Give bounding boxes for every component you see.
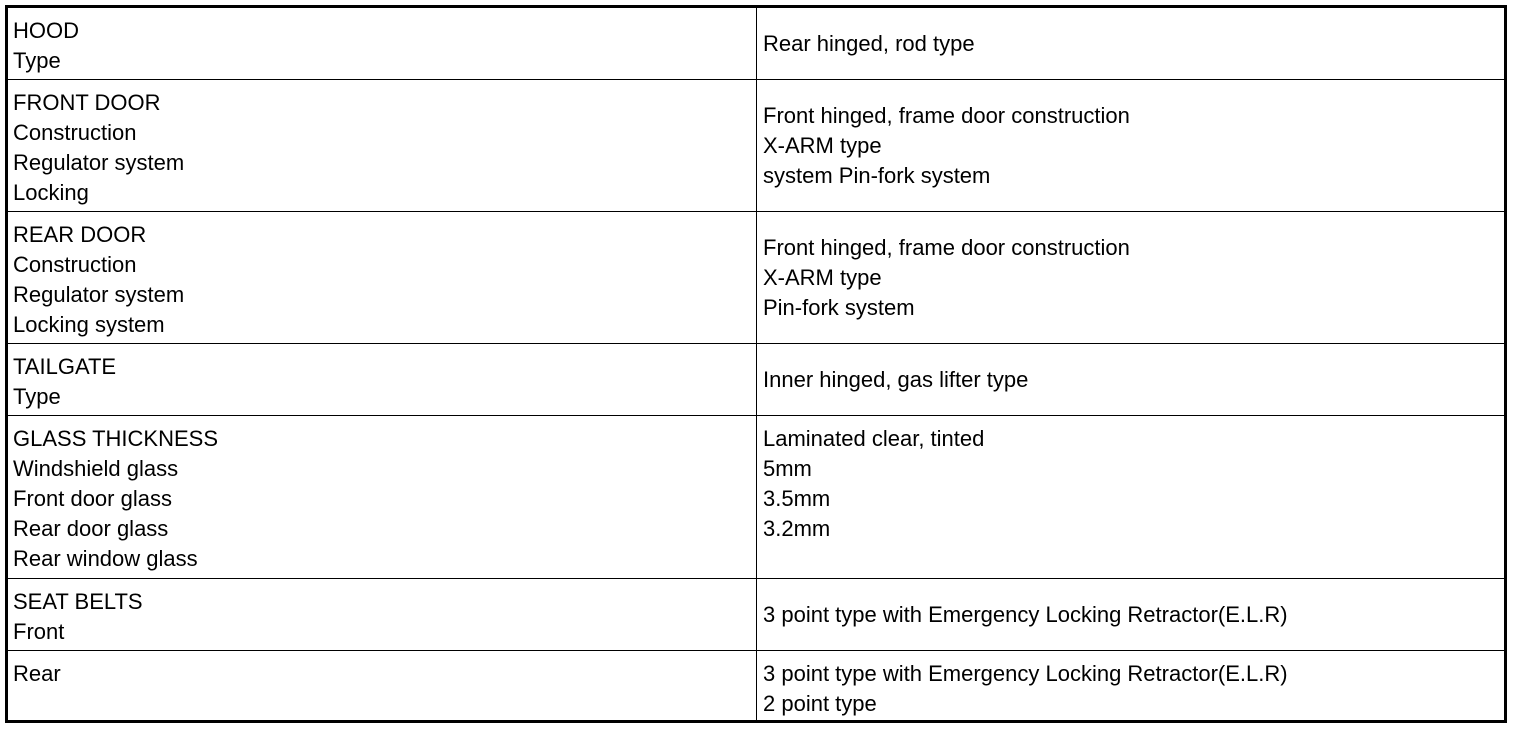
row-value: 3.5mm bbox=[763, 486, 831, 511]
section-heading: TAILGATE bbox=[13, 354, 117, 379]
row-label: Type bbox=[13, 384, 61, 409]
row-value-cell bbox=[757, 416, 1504, 578]
row-value: 5mm bbox=[763, 456, 812, 481]
row-label: Construction bbox=[13, 120, 137, 145]
row-label: Regulator system bbox=[13, 282, 185, 307]
row-label: Front bbox=[13, 619, 65, 644]
table-row-front-door bbox=[8, 80, 1504, 212]
row-label: Locking system bbox=[13, 312, 165, 337]
row-value-cell bbox=[757, 651, 1504, 720]
row-label: Windshield glass bbox=[13, 456, 179, 481]
row-label-cell bbox=[8, 212, 757, 343]
row-label: Rear bbox=[13, 661, 61, 686]
row-value: Pin-fork system bbox=[763, 294, 915, 320]
row-value: Front hinged, frame door construction bbox=[763, 234, 1130, 260]
row-value: X-ARM type bbox=[763, 132, 882, 158]
row-label-cell bbox=[8, 651, 757, 720]
row-value: Inner hinged, gas lifter type bbox=[763, 366, 1029, 392]
row-label-cell bbox=[8, 80, 757, 211]
row-label-cell bbox=[8, 8, 757, 79]
row-label-cell bbox=[8, 579, 757, 650]
section-heading: SEAT BELTS bbox=[13, 589, 143, 614]
row-label: Rear window glass bbox=[13, 546, 198, 571]
table-row-glass-thickness bbox=[8, 416, 1504, 579]
section-heading: FRONT DOOR bbox=[13, 90, 161, 115]
row-value: Laminated clear, tinted bbox=[763, 426, 985, 451]
table-row-tailgate bbox=[8, 344, 1504, 416]
section-heading: GLASS THICKNESS bbox=[13, 426, 218, 451]
table-row-seat-belts-front bbox=[8, 579, 1504, 651]
row-label: Rear door glass bbox=[13, 516, 169, 541]
table-row-seat-belts-rear bbox=[8, 651, 1504, 720]
table-row-rear-door bbox=[8, 212, 1504, 344]
spec-table bbox=[5, 5, 1507, 723]
row-value: system Pin-fork system bbox=[763, 162, 991, 188]
row-label: Construction bbox=[13, 252, 137, 277]
section-heading: REAR DOOR bbox=[13, 222, 147, 247]
row-label: Locking bbox=[13, 180, 89, 205]
row-value-cell bbox=[757, 8, 1504, 79]
row-value: Front hinged, frame door construction bbox=[763, 102, 1130, 128]
row-value: 3.2mm bbox=[763, 516, 831, 541]
row-label: Front door glass bbox=[13, 486, 172, 511]
row-value-cell bbox=[757, 80, 1504, 211]
row-value: 3 point type with Emergency Locking Retractor(E.L.R) bbox=[763, 601, 1288, 627]
row-label-cell bbox=[8, 416, 757, 578]
row-value: Rear hinged, rod type bbox=[763, 30, 975, 56]
row-label: Type bbox=[13, 48, 61, 73]
row-value: 3 point type with Emergency Locking Retractor(E.L.R) bbox=[763, 661, 1288, 686]
row-value: 2 point type bbox=[763, 691, 877, 716]
row-value-cell bbox=[757, 212, 1504, 343]
row-label: Regulator system bbox=[13, 150, 185, 175]
row-label-cell bbox=[8, 344, 757, 415]
row-value-cell bbox=[757, 344, 1504, 415]
section-heading: HOOD bbox=[13, 18, 79, 43]
table-row-hood bbox=[8, 8, 1504, 80]
row-value-cell bbox=[757, 579, 1504, 650]
row-value: X-ARM type bbox=[763, 264, 882, 290]
